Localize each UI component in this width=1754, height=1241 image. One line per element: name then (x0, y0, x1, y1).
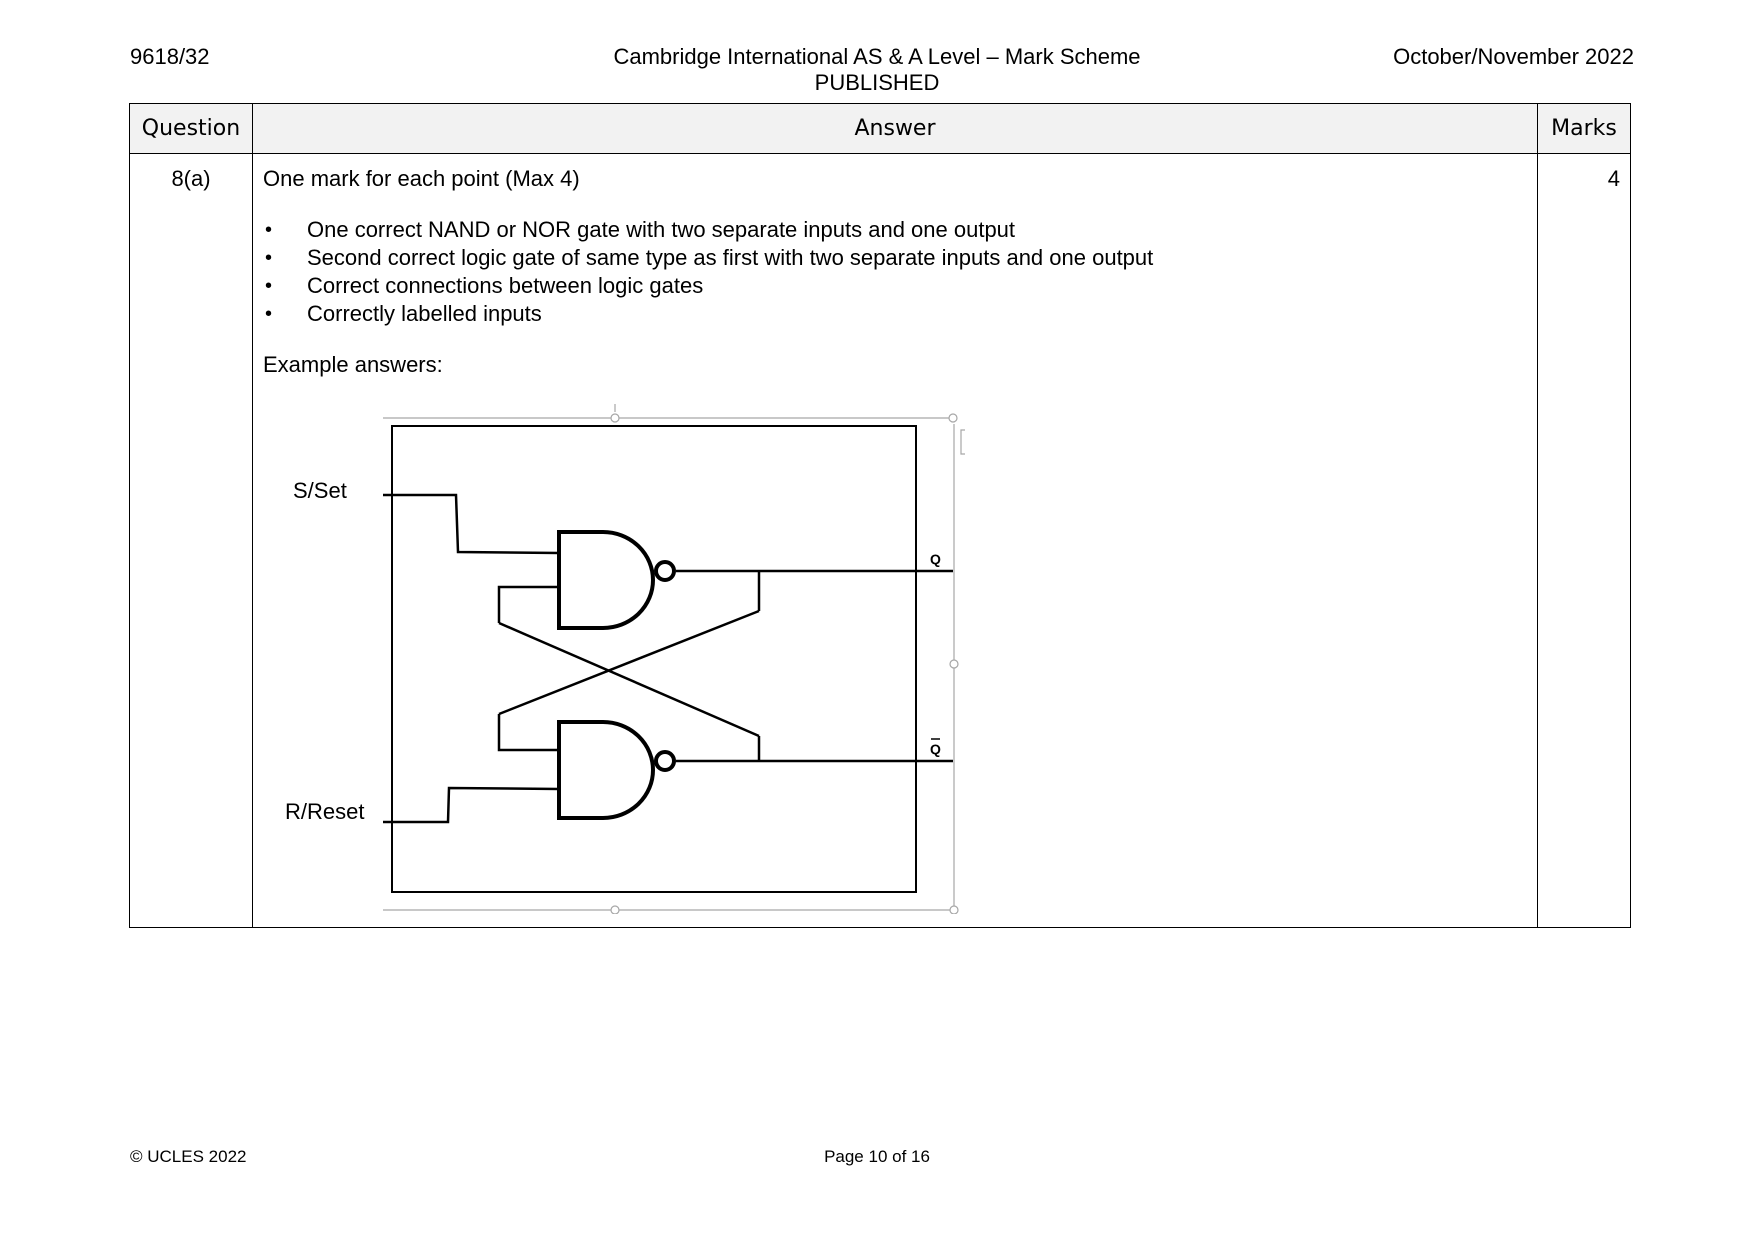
document-title: Cambridge International AS & A Level – Mark Scheme (613, 44, 1141, 69)
marks-header: Marks (1538, 104, 1631, 154)
answer-header: Answer (253, 104, 1538, 154)
selection-frame (383, 404, 965, 914)
set-input-label: S/Set (293, 478, 347, 503)
answer-cell (253, 154, 1538, 928)
marking-point: • Correct connections between logic gates (263, 272, 1527, 300)
example-label: Example answers: (263, 352, 443, 377)
marking-point: • Correctly labelled inputs (263, 300, 1527, 328)
copyright-notice: © UCLES 2022 (130, 1147, 247, 1166)
circuit-wires (383, 495, 953, 822)
nand-gate-top (559, 532, 674, 628)
q-output-label: Q (930, 551, 941, 567)
marks-value: 4 (1538, 154, 1631, 928)
q-bar-output-label: Q (930, 741, 941, 757)
exam-session: October/November 2022 (1393, 44, 1634, 69)
marking-point: • Second correct logic gate of same type as first with two separate inputs and one output (263, 244, 1527, 272)
mark-scheme-table (129, 103, 1631, 928)
marking-points (263, 216, 1527, 328)
marking-point: • One correct NAND or NOR gate with two separate inputs and one output (263, 216, 1527, 244)
circuit-border (392, 426, 916, 892)
document-status: PUBLISHED (814, 70, 940, 95)
table-row (130, 154, 1631, 928)
document-code: 9618/32 (130, 44, 210, 69)
page-number: Page 10 of 16 (824, 1147, 930, 1166)
question-header: Question (130, 104, 253, 154)
nand-gate-bottom (559, 722, 674, 818)
question-number: 8(a) (130, 154, 253, 928)
table-header-row (130, 104, 1631, 154)
reset-input-label: R/Reset (285, 799, 365, 824)
answer-intro: One mark for each point (Max 4) (263, 166, 580, 191)
